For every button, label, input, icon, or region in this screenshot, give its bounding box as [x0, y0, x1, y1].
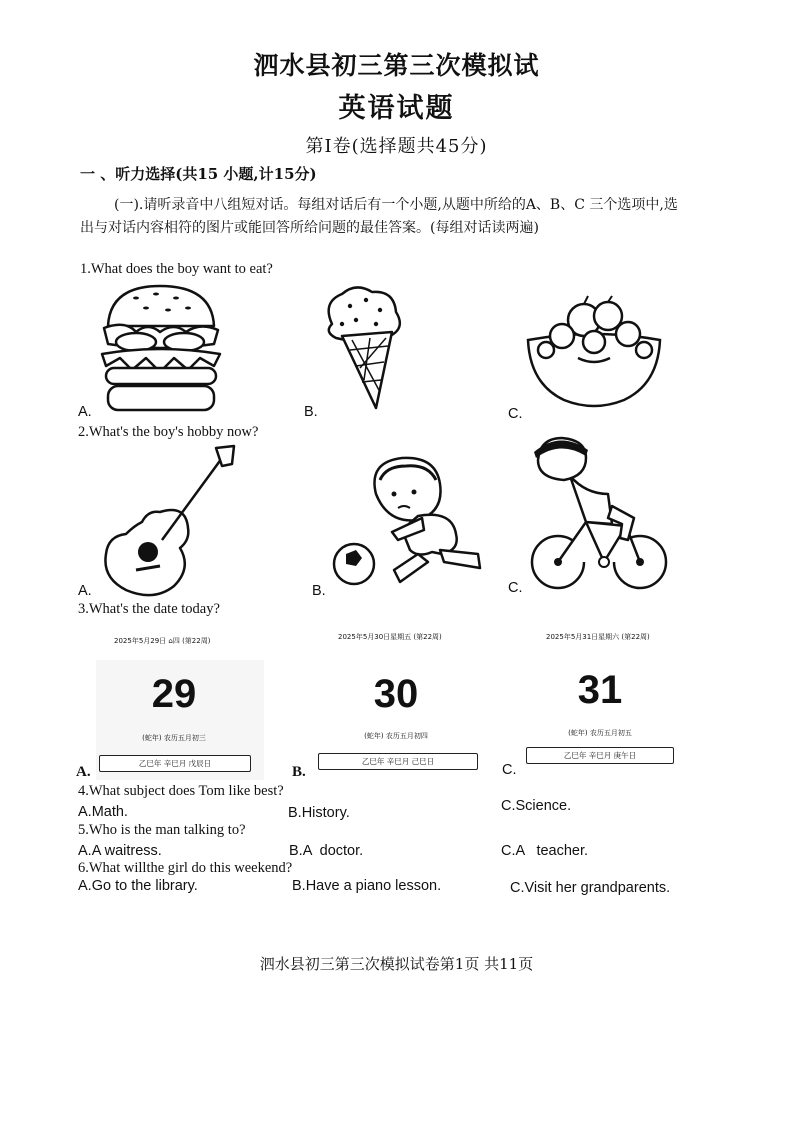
hamburger-icon [96, 282, 226, 414]
calendar-b-lunar: (蛇年) 农历五月初四 [364, 732, 428, 740]
q2-option-a[interactable]: A. [78, 583, 92, 599]
calendar-b-ganzhi: 乙巳年 辛巳月 己巳日 [318, 753, 478, 770]
calendar-b-day: 30 [373, 672, 419, 716]
section-instruction: (一).请听录音中八组短对话。每组对话后有一个小题,从题中所给的A、B、C 三个选项中,选出与对话内容相符的图片或能回答所给问题的最佳答案。(每组对话读两遍) [80, 197, 678, 236]
q6-option-a[interactable]: A.Go to the library. [78, 878, 198, 894]
q5-option-c[interactable]: C.A teacher. [501, 843, 589, 859]
calendar-a-date: 2025年5月29日 ⌂四 (第22周) [114, 637, 211, 645]
q4-option-c[interactable]: C.Science. [501, 798, 572, 814]
calendar-c-lunar: (蛇年) 农历五月初五 [568, 729, 632, 737]
fruit-bowl-icon [524, 296, 664, 410]
calendar-c-date: 2025年5月31日星期六 (第22周) [546, 633, 650, 641]
question-6: 6.What willthe girl do this weekend? [78, 860, 293, 876]
calendar-a-ganzhi: 乙巳年 辛巳月 戊辰日 [99, 755, 251, 772]
q3-option-c[interactable]: C. [502, 762, 517, 778]
q1-option-b[interactable]: B. [304, 404, 318, 420]
q1-option-c[interactable]: C. [508, 406, 523, 422]
q6-option-c[interactable]: C.Visit her grandparents. [510, 880, 671, 896]
q2-option-c[interactable]: C. [508, 580, 523, 596]
exam-subtitle: 英语试题 [338, 93, 455, 124]
question-4: 4.What subject does Tom like best? [78, 783, 284, 799]
q3-option-b[interactable]: B. [292, 764, 306, 780]
calendar-c-day: 31 [577, 668, 623, 712]
q2-option-b[interactable]: B. [312, 583, 326, 599]
boy-cycling-icon [530, 436, 670, 594]
calendar-b-date: 2025年5月30日星期五 (第22周) [338, 633, 442, 641]
boy-football-icon [332, 454, 484, 590]
page-footer: 泗水县初三第三次模拟试卷第1页 共11页 [259, 955, 534, 973]
q3-option-a[interactable]: A. [76, 764, 91, 780]
part-heading: 第I卷(选择题共45分) [305, 136, 488, 157]
q4-option-a[interactable]: A.Math. [78, 804, 128, 820]
q6-option-b[interactable]: B.Have a piano lesson. [292, 878, 442, 894]
q5-option-b[interactable]: B.A doctor. [289, 843, 364, 859]
section-heading: 一 、听力选择(共15 小题,计15分) [80, 165, 317, 183]
calendar-a-lunar: (蛇年) 农历五月初三 [142, 734, 206, 742]
calendar-a-day: 29 [151, 672, 197, 716]
exam-title: 泗水县初三第三次模拟试 [253, 51, 540, 80]
question-5: 5.Who is the man talking to? [78, 822, 246, 838]
question-2: 2.What's the boy's hobby now? [78, 424, 259, 440]
question-1: 1.What does the boy want to eat? [80, 261, 273, 277]
question-3: 3.What's the date today? [78, 601, 220, 617]
guitar-icon [98, 444, 238, 596]
ice-cream-icon [320, 284, 410, 412]
calendar-c-ganzhi: 乙巳年 辛巳月 庚午日 [526, 747, 674, 764]
q1-option-a[interactable]: A. [78, 404, 92, 420]
q4-option-b[interactable]: B.History. [288, 805, 350, 821]
q5-option-a[interactable]: A.A waitress. [78, 843, 162, 859]
